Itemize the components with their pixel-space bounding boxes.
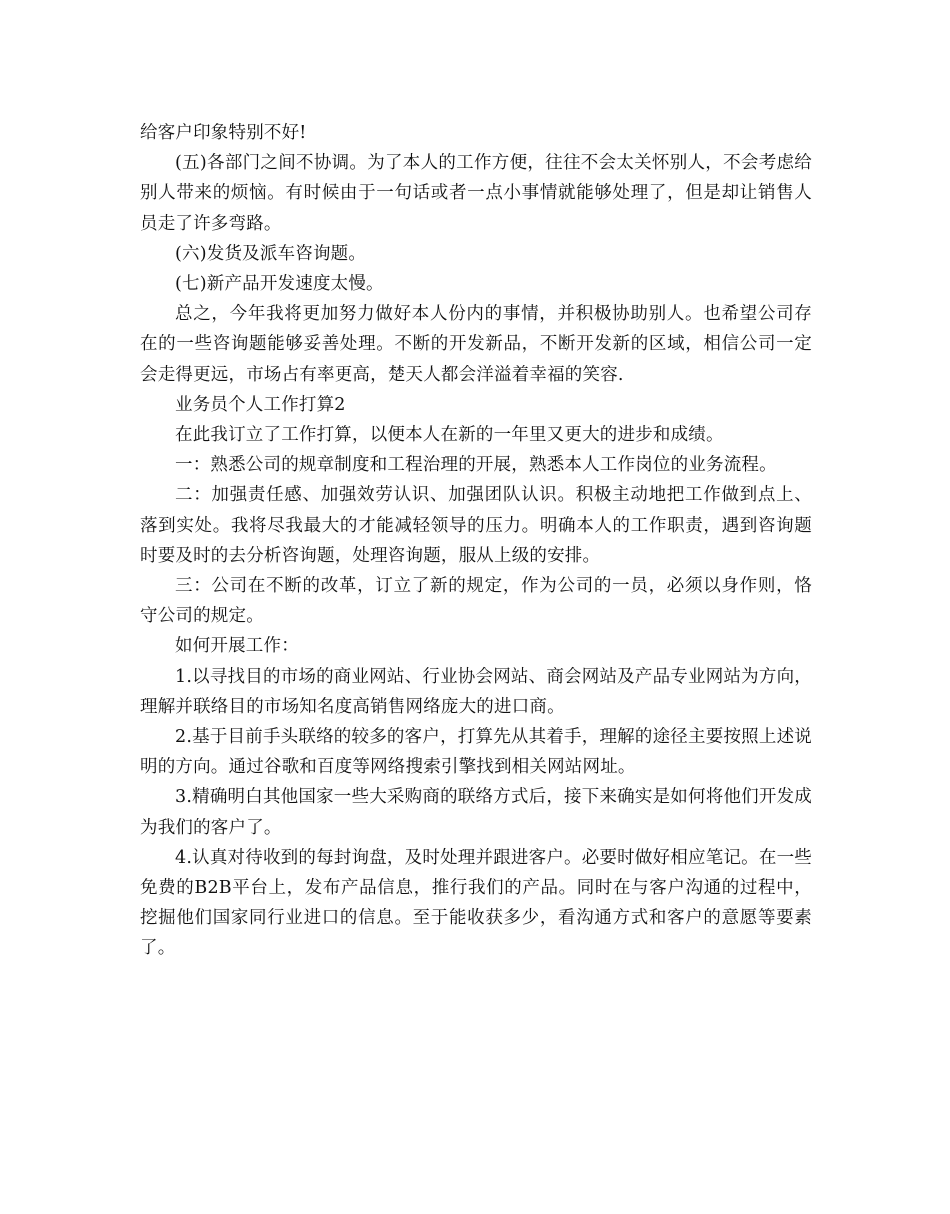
list-item: 3.精确明白其他国家一些大采购商的联络方式后，接下来确实是如何将他们开发成为我们的客户了。 [140, 787, 812, 838]
paragraph: 给客户印象特别不好! [140, 123, 307, 143]
paragraph: 在此我订立了工作打算，以便本人在新的一年里又更大的进步和成绩。 [175, 425, 724, 446]
paragraph: 总之，今年我将更加努力做好本人份内的事情，并积极协助别人。也希望公司存在的一些咨询题能够妥善处理。不断的开发新品，不断开发新的区域，相信公司一定会走得更远，市场占有率更高，楚天人都会洋溢着幸福的笑容. [140, 304, 812, 385]
document-body [140, 118, 812, 964]
list-item: 1.以寻找目的市场的商业网站、行业协会网站、商会网站及产品专业网站为方向，理解并联络目的市场知名度高销售网络庞大的进口商。 [140, 666, 812, 717]
list-item: 4.认真对待收到的每封询盘，及时处理并跟进客户。必要时做好相应笔记。在一些免费的B2B平台上，发布产品信息，推行我们的产品。同时在与客户沟通的过程中，挖掘他们国家同行业进口的信息。至于能收获多少，看沟通方式和客户的意愿等要素了。 [140, 847, 812, 959]
paragraph: (六)发货及派车咨询题。 [175, 243, 367, 264]
paragraph: 二：加强责任感、加强效劳认识、加强团队认识。积极主动地把工作做到点上、落到实处。我将尽我最大的才能减轻领导的压力。明确本人的工作职责，遇到咨询题时要及时的去分析咨询题，处理咨询题，服从上级的安排。 [140, 485, 812, 566]
paragraph: 一：熟悉公司的规章制度和工程治理的开展，熟悉本人工作岗位的业务流程。 [175, 455, 777, 476]
paragraph: (五)各部门之间不协调。为了本人的工作方便，往往不会太关怀别人，不会考虑给别人带来的烦恼。有时候由于一句话或者一点小事情就能够处理了，但是却让销售人员走了许多弯路。 [140, 153, 812, 234]
paragraph: 三：公司在不断的改革，订立了新的规定，作为公司的一员，必须以身作则，恪守公司的规定。 [140, 576, 812, 627]
paragraph: (七)新产品开发速度太慢。 [175, 274, 384, 295]
paragraph: 如何开展工作： [175, 636, 299, 657]
section-heading: 业务员个人工作打算2 [175, 394, 346, 415]
list-item: 2.基于目前手头联络的较多的客户，打算先从其着手，理解的途径主要按照上述说明的方向。通过谷歌和百度等网络搜索引擎找到相关网站网址。 [140, 727, 812, 778]
